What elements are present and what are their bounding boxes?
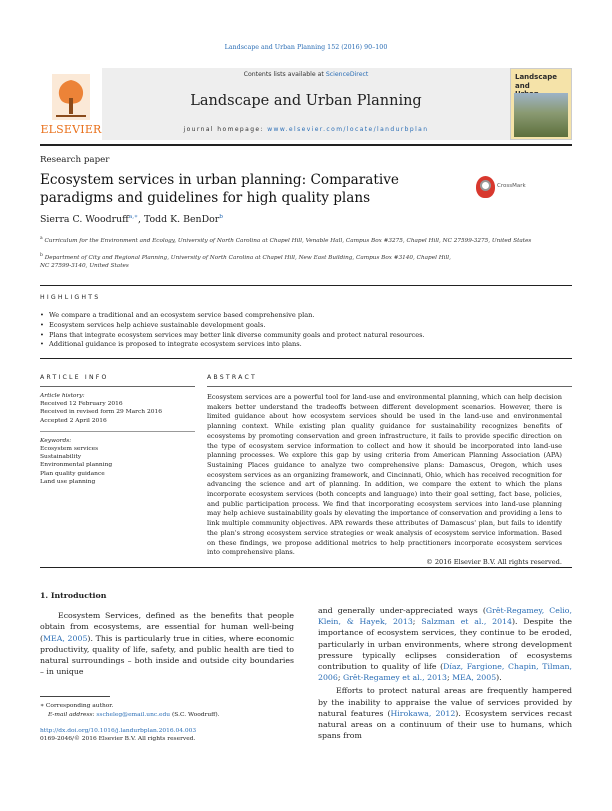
- affiliation-b: [40, 252, 460, 270]
- journal-homepage: [102, 126, 510, 133]
- article-info-rule: [40, 386, 195, 387]
- journal-banner: [102, 68, 510, 140]
- email-suffix: (S.C. Woodruff).: [170, 711, 220, 718]
- elsevier-logo: [40, 68, 102, 140]
- article-title: Ecosystem services in urban planning: Comparative paradigms and guidelines for high quality plans: [40, 172, 399, 206]
- affiliation-a-marker: a: [40, 236, 43, 241]
- corresponding-author-text: Corresponding author.: [45, 703, 114, 709]
- footnote-rule: [40, 696, 110, 697]
- affiliation-a-text: Curriculum for the Environment and Ecology, University of North Carolina at Chapel Hill, Venable Hall, Campus Box #3275, Chapel Hill, NC 27599-3275, United States: [44, 237, 532, 244]
- journal-title: Landscape and Urban Planning: [190, 93, 422, 109]
- accepted-date: Accepted 2 April 2016: [40, 417, 107, 424]
- history-label: Article history:: [40, 393, 85, 399]
- keyword: Sustainability: [40, 454, 82, 461]
- contents-line: [102, 71, 510, 78]
- author-bendor: , Todd K. BenDor: [138, 214, 220, 226]
- highlight-item: • We compare a traditional and an ecosystem service based comprehensive plan.: [40, 311, 572, 321]
- author-list: [40, 214, 223, 225]
- email-link[interactable]: sscheleg@email.unc.edu: [96, 711, 171, 718]
- keywords-label: Keywords:: [40, 437, 72, 444]
- issn-line: 0169-2046/© 2016 Elsevier B.V. All rights reserved.: [40, 736, 196, 743]
- citation-link[interactable]: MEA, 2005: [452, 673, 497, 683]
- text-run: and generally under-appreciated ways (: [318, 606, 486, 615]
- doi-block: [40, 727, 294, 744]
- citation-link[interactable]: Grêt-Regamey et al., 2013: [342, 673, 447, 683]
- highlights-top-rule: [40, 285, 572, 286]
- highlights-label: HIGHLIGHTS: [40, 294, 101, 301]
- paragraph: [318, 685, 572, 741]
- abstract-bottom-rule: [40, 567, 572, 568]
- abstract-label: ABSTRACT: [207, 374, 257, 381]
- citation-link[interactable]: Salzman et al., 2014: [421, 617, 512, 627]
- keyword: Plan quality guidance: [40, 470, 105, 477]
- highlights-list: [40, 311, 572, 350]
- journal-header: [40, 68, 572, 140]
- elsevier-tree-icon: [52, 74, 90, 120]
- keyword: Environmental planning: [40, 462, 113, 469]
- sciencedirect-link[interactable]: ScienceDirect: [325, 71, 369, 78]
- section-heading-introduction: 1. Introduction: [40, 591, 107, 600]
- author-woodruff-affil[interactable]: a,∗: [128, 214, 139, 220]
- paragraph: [318, 605, 572, 683]
- body-column-right: [318, 605, 572, 741]
- affiliation-a: [40, 235, 570, 245]
- footnote: [40, 702, 294, 719]
- text-run: ). Ecosystem services recast natural areas on a continuum of their use to humans, which spans from: [318, 708, 572, 741]
- header-divider: [40, 144, 572, 146]
- citation-link[interactable]: MEA, 2005: [43, 633, 88, 643]
- article-info: [40, 392, 190, 486]
- citation-link[interactable]: Díaz, Fargione, Chapin, Tilman, 2006: [318, 662, 572, 683]
- text-run: Efforts to protect natural areas are frequently hampered by the inability to appraise the value of services provided by natural features (: [318, 686, 572, 718]
- body-column-left: [40, 590, 294, 677]
- email-label: E-mail address:: [48, 711, 95, 718]
- highlight-item: • Ecosystem services help achieve sustainable development goals.: [40, 321, 572, 331]
- email-note: [40, 711, 294, 720]
- text-run: ;: [337, 673, 343, 683]
- highlight-item: • Additional guidance is proposed to integrate ecosystem services into plans.: [40, 340, 572, 350]
- article-info-label: ARTICLE INFO: [40, 374, 109, 381]
- keywords-rule: [40, 431, 195, 432]
- crossmark-icon: [476, 176, 495, 198]
- contents-prefix: Contents lists available at: [243, 71, 324, 78]
- received-date: Received 12 February 2016: [40, 401, 123, 408]
- crossmark-badge[interactable]: [476, 176, 526, 198]
- abstract-body: [207, 393, 562, 568]
- doi-link[interactable]: http://dx.doi.org/10.1016/j.landurbplan.2016.04.003: [40, 728, 197, 734]
- highlight-item: • Plans that integrate ecosystem services may better link diverse community goals and protect natural resources.: [40, 331, 572, 341]
- cover-image: [514, 93, 568, 137]
- highlights-bottom-rule: [40, 358, 572, 359]
- journal-reference[interactable]: Landscape and Urban Planning 152 (2016) 90–100: [224, 44, 388, 51]
- cover-title-line-1: Landscape and: [515, 73, 557, 90]
- affiliation-b-text: Department of City and Regional Planning, University of North Carolina at Chapel Hill, New East Building, Campus Box #3140, Chapel Hill, NC 27599-3140, United States: [40, 254, 451, 269]
- footnote-star: ∗: [40, 703, 45, 709]
- author-woodruff: Sierra C. Woodruff: [40, 214, 129, 226]
- text-run: ;: [412, 617, 422, 627]
- text-run: ). Despite the importance of ecosystem services, they continue to be eroded, particularly in urban environments, where strong development pressure typically eclipses consideration of ecosystems contribution to quality of life (: [318, 617, 572, 672]
- citation-link[interactable]: Hirokawa, 2012: [390, 708, 456, 718]
- author-bendor-affil[interactable]: b: [219, 214, 223, 220]
- crossmark-label: CrossMark: [497, 183, 526, 189]
- text-run: Ecosystem Services, defined as the benefits that people obtain from ecosystems, are essential for human well-being (: [40, 611, 294, 643]
- journal-cover: [510, 68, 572, 140]
- citation-link[interactable]: Grêt-Regamey, Celio, Klein, & Hayek, 2013: [318, 606, 572, 627]
- text-run: ). This is particularly true in cities, where economic productivity, quality of life, safety, and public health are tied to natural surroundings – both inside and outside city boundaries – in unique: [40, 633, 294, 677]
- text-run: ;: [446, 673, 453, 683]
- abstract-rule: [207, 386, 572, 387]
- keyword: Land use planning: [40, 478, 96, 485]
- keyword: Ecosystem services: [40, 446, 99, 453]
- abstract-copyright: © 2016 Elsevier B.V. All rights reserved.: [426, 557, 562, 566]
- text-run: ).: [496, 673, 502, 683]
- corresponding-author-note: [40, 702, 294, 711]
- affiliation-b-marker: b: [40, 253, 43, 258]
- paragraph: [40, 610, 294, 677]
- revised-date: Received in revised form 29 March 2016: [40, 409, 162, 416]
- abstract-text: Ecosystem services are a powerful tool for land-use and environmental planning, which can help decision makers better understand the tradeoffs between different development scenarios. However, there is limited guidance about how ecosystem services should be used in the land-use and environmental planning context. While existing plan quality guidance for sustainability recognizes benefits of ecosystems by promoting conservation and green infrastructure, it fails to provide specific direction on the type of ecosystem service information to collect and how it should be incorporated into land-use planning processes. We explore this gap by using criteria from American Planning Association (APA) Sustaining Places guidance to analyze two comprehensive plans: Damascus, Oregon, which uses ecosystem services as an organizing framework, and Cincinnati, Ohio, which has received recognition for advancing the science and art of planning. In addition, we compare the extent to which the plans incorporate ecosystem services (both concepts and language) into their goal setting, fact base, policies, and public participation process. We find that incorporating ecosystem services into land-use planning may help achieve sustainability goals by elevating the importance of conservation and providing a lens to link multiple community objectives. APA rewards these attributes of Damascus' plan, but fails to identify the plan's strong ecosystem service strategies or weak analysis of ecosystem service information. Based on these findings, we propose additional metrics to help practitioners incorporate ecosystem services into comprehensive plans.: [207, 393, 562, 557]
- homepage-prefix: journal homepage:: [183, 126, 264, 133]
- article-type: Research paper: [40, 155, 110, 165]
- elsevier-wordmark: ELSEVIER: [40, 123, 102, 136]
- homepage-link[interactable]: www.elsevier.com/locate/landurbplan: [267, 126, 429, 133]
